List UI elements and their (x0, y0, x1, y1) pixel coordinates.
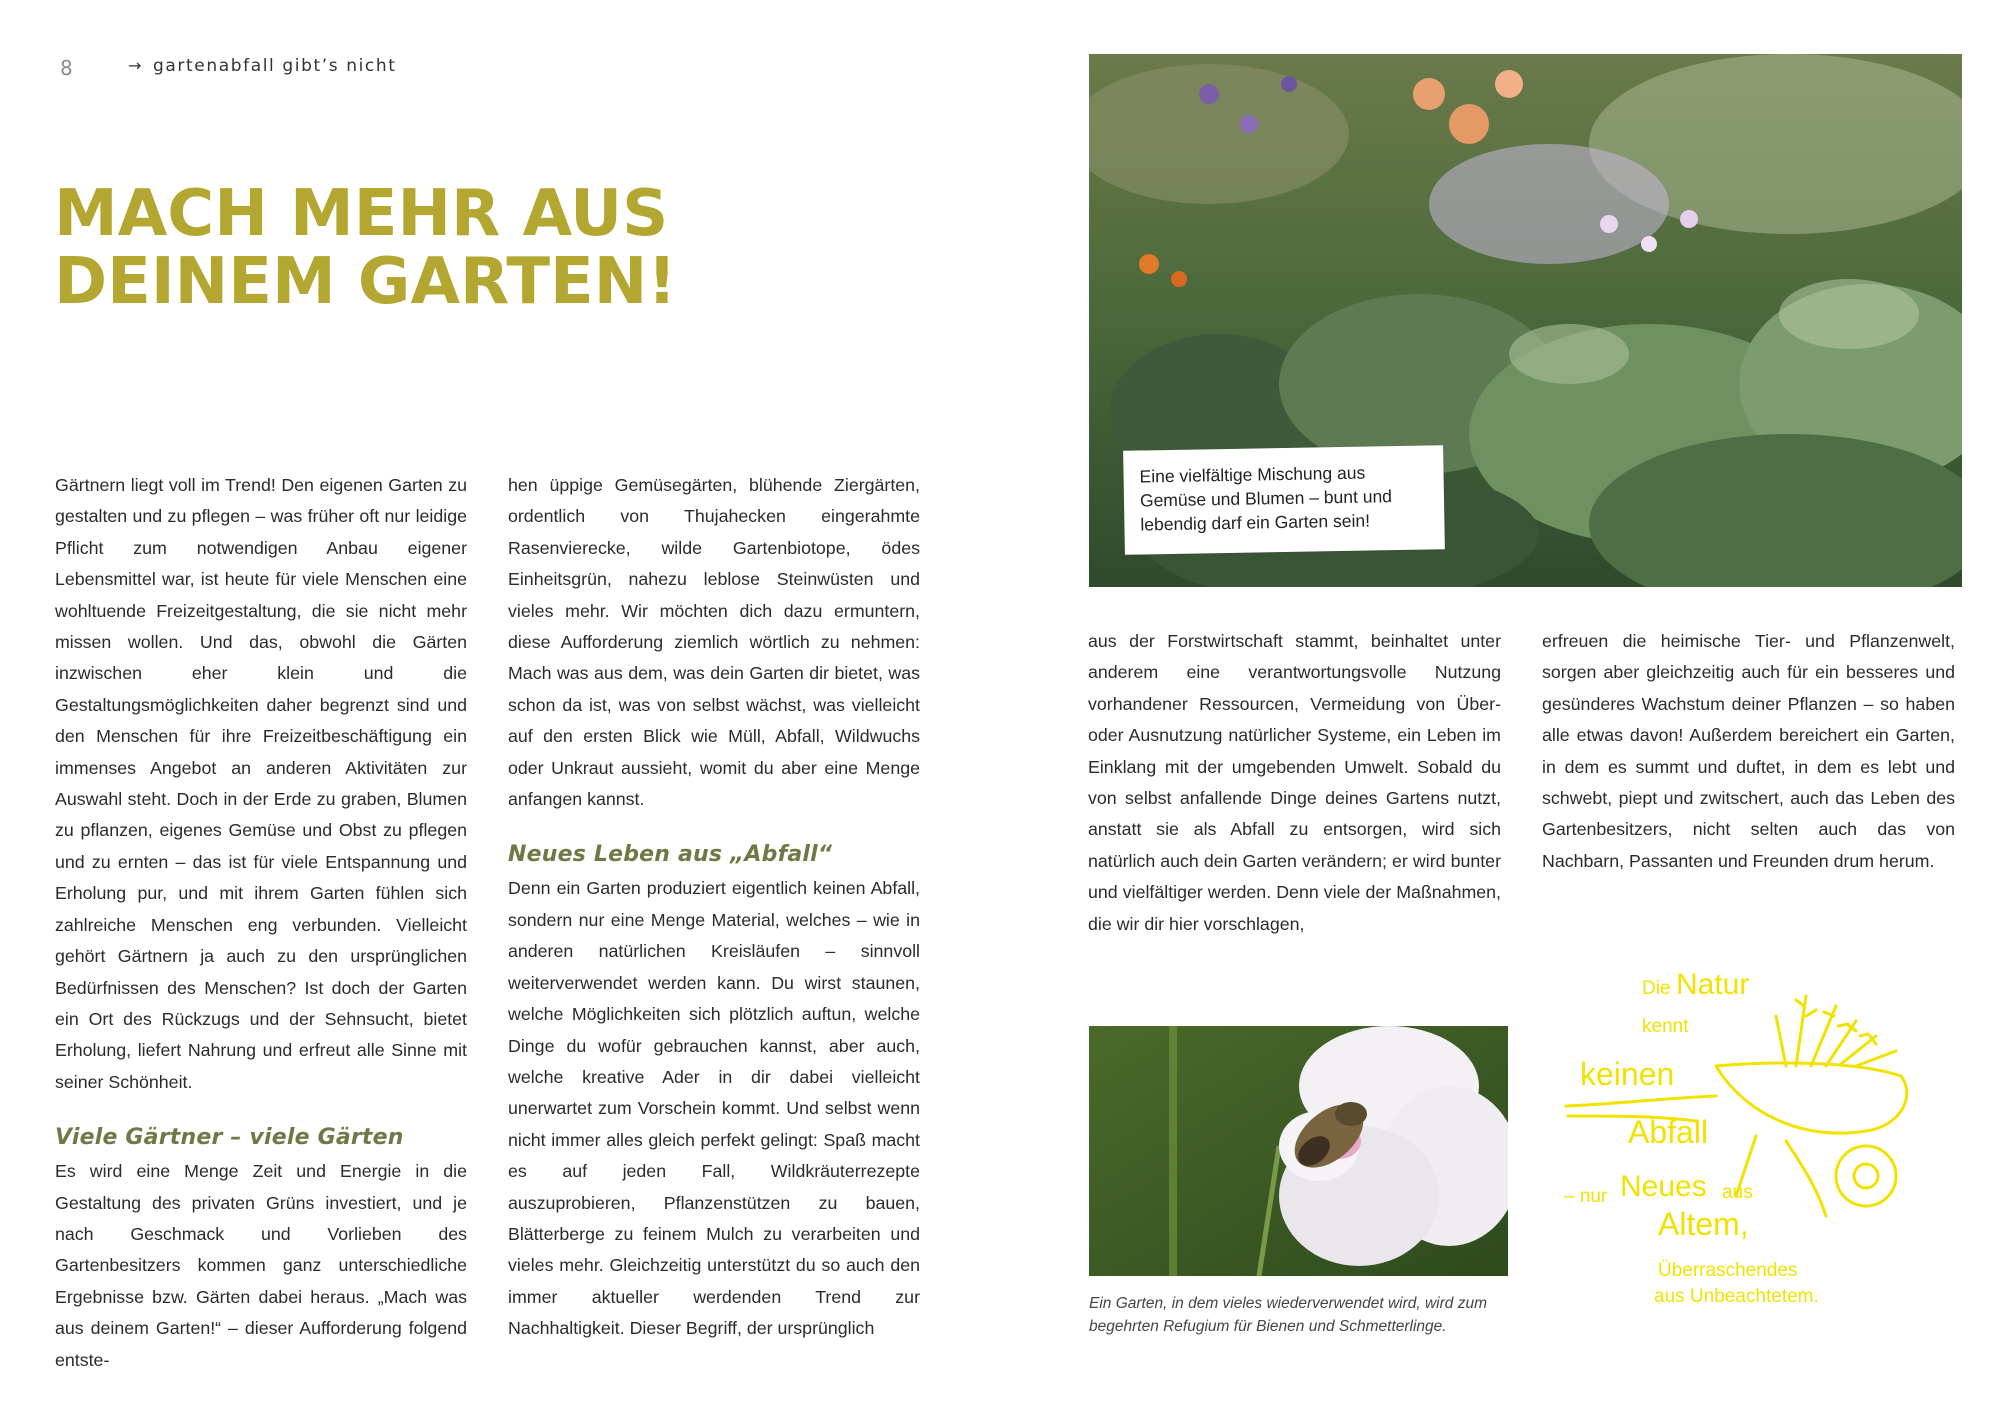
paragraph: hen üppige Gemüsegärten, blühende Ziergärten, ordentlich von Thujahecken eingerahmte Rasenvierecke, wilde Gartenbiotope, ödes Einheitsgrün, nahezu leblose Steinwüsten und vieles mehr. Wir möchten dich dazu ermuntern, diese Aufforderung ziemlich wörtlich zu nehmen: Mach was aus dem, was dein Garten dir bietet, was schon da ist, was von selbst wächst, was vielleicht auf den ersten Blick wie Müll, Abfall, Wildwuchs oder Unkraut aussieht, womit du aber eine Menge anfangen kannst. (508, 475, 920, 810)
paragraph: Es wird eine Menge Zeit und Energie in die Gestaltung des privaten Grüns investiert, und je nach Geschmack und Vorlieben des Gartenbesitzers kommen ganz unterschiedliche Ergebnisse bzw. Gärten dabei heraus. „Mach was aus deinem Garten!“ – dieser Aufforderung folgend entste- (55, 1161, 467, 1370)
quote-word: Überraschendes (1658, 1260, 1798, 1281)
quote-word: Natur (1676, 968, 1750, 1001)
text-column-4 (1542, 626, 1955, 877)
quote-word: Altem, (1658, 1206, 1749, 1242)
subheading-neues-leben: Neues Leben aus „Abfall“ (508, 842, 833, 868)
paragraph: erfreuen die heimische Tier- und Pflanzenwelt, sorgen aber gleichzeitig auch für ein besseres und gesünderes Wachstum deiner Pflanzen – so haben alle etwas davon! Außerdem bereichert ein Garten, in dem es summt und duftet, in dem es lebt und schwebt, piept und zwitschert, auch das Leben des Gartenbesitzers, nicht selten auch das von Nachbarn, Passanten und Freunden drum herum. (1542, 631, 1955, 871)
quote-word: keinen (1580, 1056, 1675, 1092)
paragraph: Denn ein Garten produziert eigentlich keinen Abfall, sondern nur eine Menge Material, welches – wie in anderen natürlichen Kreisläufen – sinnvoll weiterverwendet werden kann. Du wirst staunen, welche Möglichkeiten sich plötzlich auftun, welche Dinge du wofür gebrauchen kannst, aber auch, welche kreative Ader in dir dabei vielleicht unerwartet zum Vorschein kommt. Und selbst wenn nicht immer alles gleich perfekt gelingt: Spaß macht es auf jeden Fall, Wildkräuterrezepte auszuprobieren, Pflanzenstützen zu bauen, Blätterberge zu feinem Mulch zu verarbeiten und vieles mehr. Gleichzeitig unterstützt du so auch den immer aktueller werdenden Trend zur Nachhaltigkeit. Dieser Begriff, der ursprünglich (508, 878, 920, 1339)
quote-word: kennt (1642, 1016, 1689, 1037)
photo-caption-box (1123, 445, 1445, 555)
page-title (54, 177, 677, 319)
running-head (128, 56, 397, 76)
quote-word: – nur (1564, 1186, 1608, 1207)
bee-photo (1089, 1026, 1508, 1276)
quote-word: aus Unbeachtetem. (1654, 1286, 1819, 1307)
quote-illustration (1556, 966, 1936, 1336)
text-column-3 (1088, 626, 1501, 940)
text-column-1 (55, 470, 467, 1376)
text-column-2 (508, 470, 920, 1345)
quote-word: Die (1642, 978, 1671, 999)
bee-photo-image (1089, 1026, 1508, 1276)
paragraph: Gärtnern liegt voll im Trend! Den eigenen Garten zu gestalten und zu pflegen – was früher oft nur leidige Pflicht zum notwendigen Anbau eigener Lebensmittel war, ist heute für viele Menschen eine wohltuende Freizeitgestaltung, die sie nicht mehr missen wollen. Und das, obwohl die Gärten inzwischen eher klein und die Gestaltungsmöglichkeiten daher begrenzt sind und den Menschen für ihre Freizeitbeschäftigung ein immenses Angebot an anderen Aktivitäten zur Auswahl steht. Doch in der Erde zu graben, Blumen zu pflanzen, eigenes Gemüse und Obst zu pflegen und zu ernten – das ist für viele Entspannung und Erholung pur, und mit ihrem Garten fühlen sich zahlreiche Menschen eng verbunden. Vielleicht gehört Gärtnern ja auch zu den ursprünglichen Bedürfnissen des Menschen? Ist doch der Garten ein Ort des Rückzugs und der Sehnsucht, bietet Erholung, liefert Nahrung und erfreut alle Sinne mit seiner Schönheit. (55, 475, 467, 1092)
paragraph: aus der Forstwirtschaft stammt, beinhaltet unter anderem eine verantwortungsvolle Nutzung vorhandener Ressourcen, Vermeidung von Über- oder Ausnutzung natürlicher Systeme, ein Leben im Einklang mit der umgebenden Umwelt. Sobald du von selbst anfallende Dinge deines Gartens nutzt, anstatt sie als Abfall zu entsorgen, wird sich natürlich auch dein Garten verändern; er wird bunter und vielfältiger werden. Denn viele der Maßnahmen, die wir dir hier vorschlagen, (1088, 631, 1501, 934)
page-number: 8 (60, 56, 74, 80)
running-head-title: gartenabfall gibt’s nicht (153, 56, 397, 76)
quote-word: aus (1722, 1182, 1753, 1203)
subheading-viele-gaertner: Viele Gärtner – viele Gärten (55, 1125, 404, 1151)
photo-caption: Eine vielfältige Mischung aus Gemüse und Blumen – bunt und lebendig darf ein Garten sein! (1139, 462, 1393, 535)
bee-photo-caption: Ein Garten, in dem vieles wiederverwendet wird, wird zum begehrten Refugium für Bienen und Schmetterlinge. (1089, 1295, 1487, 1335)
page-title-line-1: MACH MEHR AUS (54, 177, 669, 251)
page-title-line-2: DEINEM GARTEN! (54, 245, 677, 319)
arrow-right-icon: → (128, 56, 144, 75)
quote-word: Abfall (1628, 1114, 1709, 1150)
quote-word: Neues (1620, 1170, 1707, 1203)
